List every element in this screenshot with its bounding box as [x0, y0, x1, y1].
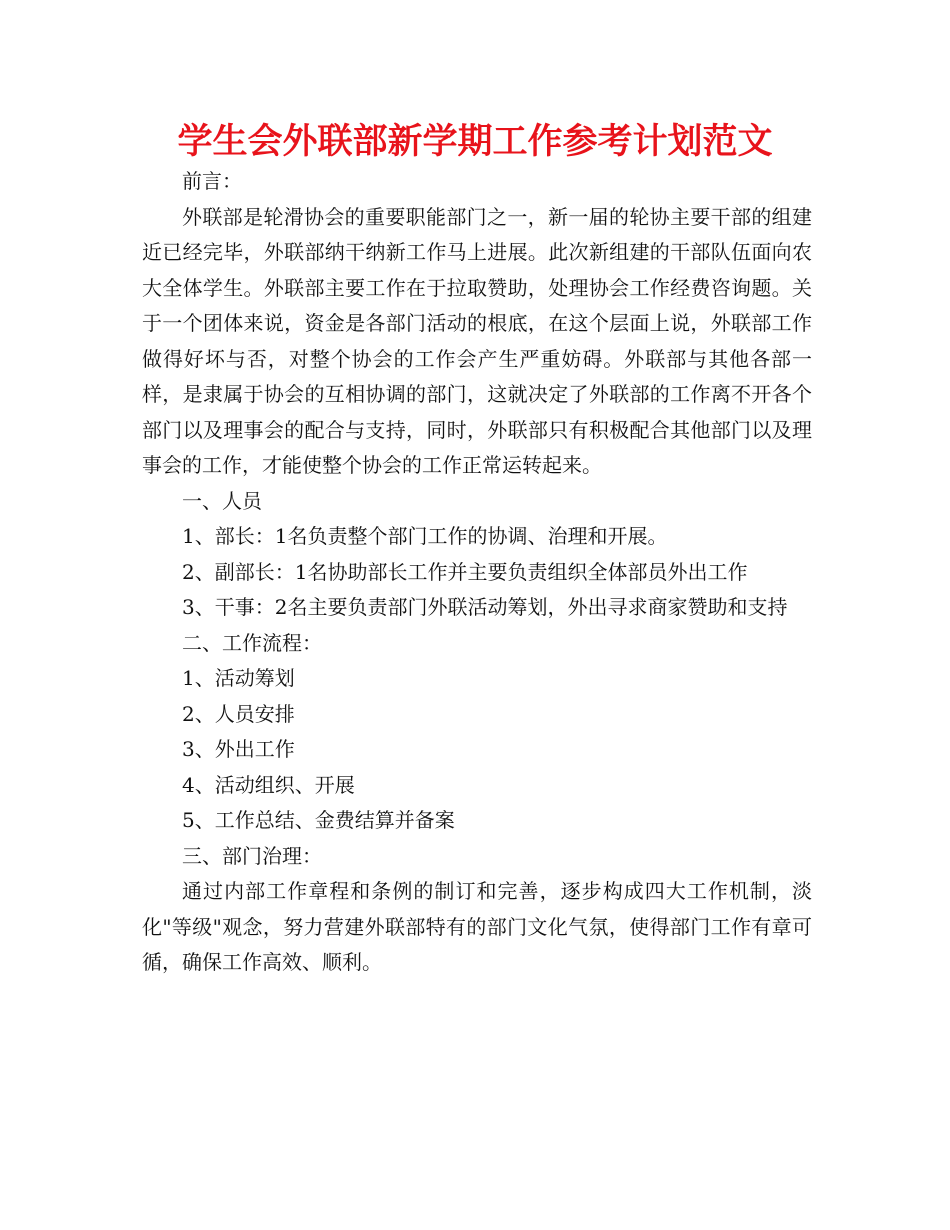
section-heading-personnel: 一、人员	[182, 488, 262, 513]
list-item: 3、干事：2名主要负责部门外联活动筹划，外出寻求商家赞助和支持	[182, 595, 788, 619]
section-heading-management: 三、部门治理：	[182, 843, 322, 868]
list-item: 1、活动筹划	[182, 666, 295, 690]
list-item: 1、部长：1名负责整个部门工作的协调、治理和开展。	[182, 524, 668, 548]
paragraph-preface-label: 前言：	[182, 169, 242, 193]
list-item: 4、活动组织、开展	[182, 772, 355, 797]
section-heading-workflow: 二、工作流程：	[182, 630, 322, 655]
paragraph-management-text: 通过内部工作章程和条例的制订和完善，逐步构成四大工作机制，淡化"等级"观念，努力营建外联部特有的部门文化气氛，使得部门工作有章可循，确保工作高效、顺利。	[142, 879, 812, 974]
paragraph-preface-text: 外联部是轮滑协会的重要职能部门之一，新一届的轮协主要干部的组建近已经完毕，外联部纳干纳新工作马上进展。此次新组建的干部队伍面向农大全体学生。外联部主要工作在于拉取赞助，处理协会工作经费咨询题。关于一个团体来说，资金是各部门活动的根底，在这个层面上说，外联部工作做得好坏与否，对整个协会的工作会产生严重妨碍。外联部与其他各部一样，是隶属于协会的互相协调的部门，这就决定了外联部的工作离不开各个部门以及理事会的配合与支持，同时，外联部只有积极配合其他部门以及理事会的工作，才能使整个协会的工作正常运转起来。	[142, 204, 812, 477]
list-item: 2、人员安排	[182, 701, 295, 726]
document-body	[142, 164, 812, 981]
document-title: 学生会外联部新学期工作参考计划范文	[177, 122, 773, 162]
list-item: 3、外出工作	[182, 737, 295, 761]
list-item: 2、副部长：1名协助部长工作并主要负责组织全体部员外出工作	[182, 559, 748, 584]
list-item: 5、工作总结、金费结算并备案	[182, 808, 455, 832]
